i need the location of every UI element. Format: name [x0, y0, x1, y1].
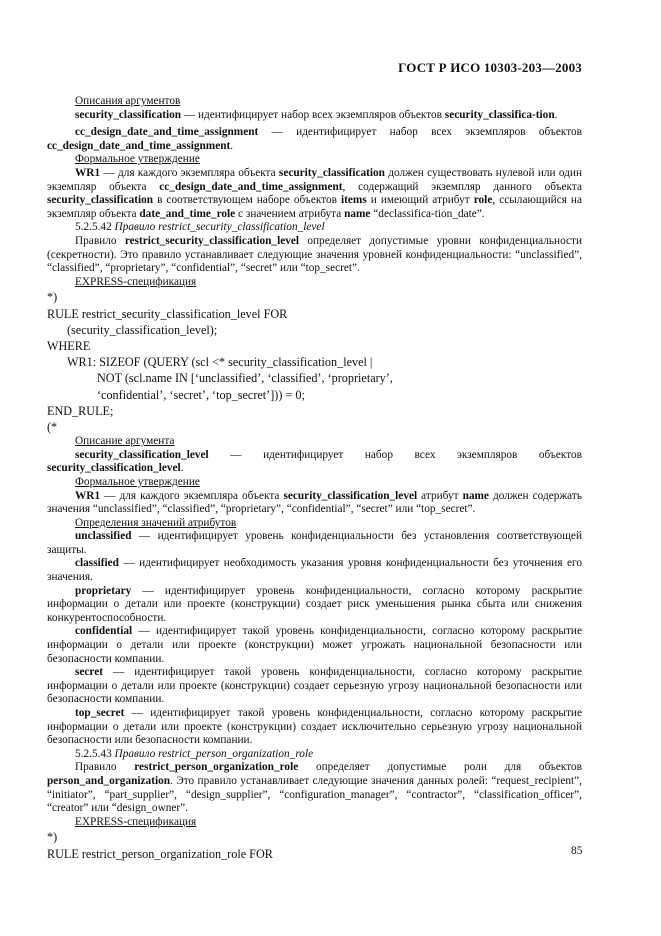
formal-wr1-2: WR1 — для каждого экземпляра объекта security_classification_level атрибут name должен содержать значения “unclassified”, “classified”, “proprietary”, “confidential”, “secret” или “top_secret”.: [47, 489, 582, 516]
code-line: NOT (scl.name IN [‘unclassified’, ‘classified’, ‘proprietary’,: [97, 371, 393, 386]
page-content: [47, 95, 582, 862]
def-proprietary: proprietary — идентифицирует уровень конфиденциальности, согласно которому раскрытие информации о детали или проекте (конструкции) создает риск уменьшения рынка сбыта или снижения конкурентоспособности.: [47, 584, 582, 624]
formal-wr1-1: WR1 — для каждого экземпляра объекта security_classification должен существовать нулевой или один экземпляр объекта cc_design_date_and_time_assignment, содержащий экземпляр данного объекта security_classification в соответствующем наборе объектов items и имеющий атрибут role, ссылающийся на экземпляр объекта date_and_time_role с значением атрибута name “declassifica-tion_date”.: [47, 166, 582, 220]
def-classified: classified — идентифицирует необходимость указания уровня конфиденциальности без уточнения его значения.: [47, 557, 582, 584]
code-line: RULE restrict_security_classification_level FOR: [47, 306, 288, 321]
code-line: ‘confidential’, ‘secret’, ‘top_secret’])) = 0;: [97, 387, 305, 402]
args-heading: Описания аргументов: [75, 95, 181, 107]
document-header: ГОСТ Р ИСО 10303-203—2003: [398, 60, 582, 75]
rule-43-description: Правило restrict_person_organization_role определяет допустимые роли для объектов person_and_organization. Это правило устанавливает следующие значения данных ролей: “request_recipient”, “initiator”, “part_supplier”, “design_supplier”, “configuration_manager”, “contractor”, “classification_officer”, “creator” или “design_owner”.: [47, 761, 582, 815]
def-confidential: confidential — идентифицирует такой уровень конфиденциальности, согласно которому раскрытие информации о детали или проекте (конструкции) может угрожать национальной безопасности или безопасности компании.: [47, 625, 582, 665]
def-top-secret: top_secret — идентифицирует такой уровень конфиденциальности, согласно которому раскрытие информации о детали или проекте (конструкции) создает исключительно серьезную угрозу национальной безопасности или безопасности компании.: [47, 707, 582, 747]
rule-42-description: Правило restrict_security_classification_level определяет допустимые уровни конфиденциальности (секретности). Это правило устанавливает следующие значения уровней конфиденциальности: “unclassified”, “classified”, “proprietary”, “confidential”, “secret” или “top_secret”.: [47, 234, 583, 275]
code-line: END_RULE;: [47, 403, 114, 418]
page-number: 85: [571, 845, 583, 857]
formal-heading-2: Формальное утверждение: [75, 475, 200, 488]
code-line: WR1: SIZEOF (QUERY (scl <* security_classification_level |: [67, 355, 373, 370]
code-line: (security_classification_level);: [67, 322, 218, 337]
code-line: (*: [47, 419, 58, 434]
express-heading-2: EXPRESS-спецификация: [75, 815, 197, 828]
formal-heading-1: Формальное утверждение: [75, 153, 200, 166]
rule-42-title: 5.2.5.42 Правило restrict_security_classification_level: [75, 221, 325, 234]
arg-cc-design-date: cc_design_date_and_time_assignment — идентифицирует набор всех экземпляров объектов cc_design_date_and_time_assignment.: [47, 126, 582, 152]
def-unclassified: unclassified — идентифицирует уровень конфиденциальности без установления соответствующей защиты.: [47, 530, 582, 556]
arg-security-classification: security_classification — идентифицирует набор всех экземпляров объектов security_classifica-tion.: [75, 108, 558, 121]
def-secret: secret — идентифицирует такой уровень конфиденциальности, согласно которому раскрытие информации о детали или проекте (конструкции) создает серьезную угрозу национальной безопасности или безопасности компании.: [47, 666, 582, 706]
arg-heading: Описание аргумента: [75, 435, 175, 448]
express-code-2: [47, 829, 582, 861]
code-line: WHERE: [47, 338, 91, 353]
arg-security-classification-level: security_classification_level — идентифицирует набор всех экземпляров объектов security_classification_level.: [47, 448, 582, 475]
defs-heading: Определения значений атрибутов: [75, 516, 237, 529]
express-code-1: [47, 289, 582, 435]
code-line: RULE restrict_person_organization_role FOR: [47, 846, 273, 861]
code-line: *): [47, 290, 58, 305]
express-heading-1: EXPRESS-спецификация: [75, 275, 197, 288]
rule-43-title: 5.2.5.43 Правило restrict_person_organization_role: [75, 747, 314, 760]
code-line: *): [47, 830, 58, 845]
